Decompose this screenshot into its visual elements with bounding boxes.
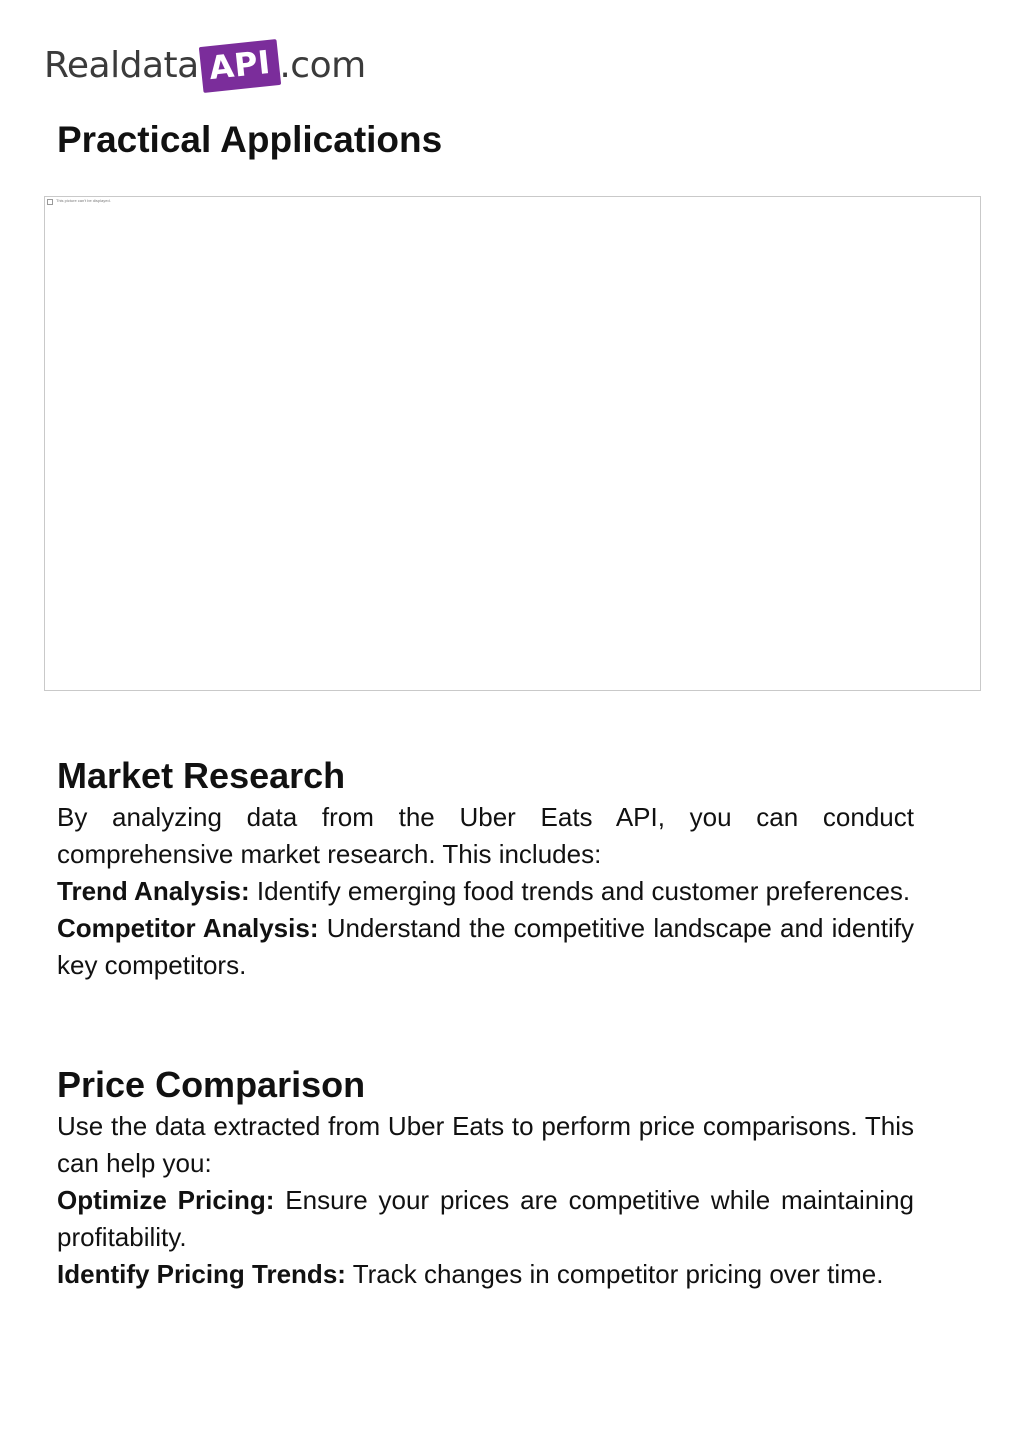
section-market-research — [57, 753, 914, 984]
realdataapi-logo — [44, 38, 366, 94]
bullet-point — [57, 1182, 914, 1256]
logo-prefix: Realdata — [44, 45, 199, 86]
bullet-point — [57, 1256, 914, 1293]
bullet-label: Trend Analysis: — [57, 876, 250, 906]
bullet-point — [57, 910, 914, 984]
section-intro: By analyzing data from the Uber Eats API, you can conduct comprehensive market research. This includes: — [57, 802, 914, 869]
bullet-label: Identify Pricing Trends: — [57, 1259, 346, 1289]
bullet-text: Track changes in competitor pricing over time. — [345, 1259, 884, 1289]
bullet-text: Understand the competitive landscape and identify key competitors. — [57, 913, 914, 980]
bullet-point — [57, 873, 914, 910]
section-price-comparison — [57, 1062, 914, 1293]
bullet-label: Competitor Analysis: — [57, 913, 319, 943]
section-heading: Market Research — [57, 755, 346, 796]
image-alt-text: This picture can't be displayed. — [56, 198, 111, 203]
bullet-label: Optimize Pricing: — [57, 1185, 275, 1215]
image-placeholder — [44, 196, 981, 691]
page-title: Practical Applications — [57, 119, 443, 160]
section-heading: Price Comparison — [57, 1064, 366, 1105]
broken-image-icon — [47, 199, 53, 205]
bullet-text: Identify emerging food trends and customer preferences. — [249, 876, 911, 906]
section-intro: Use the data extracted from Uber Eats to perform price comparisons. This can help you: — [57, 1111, 914, 1178]
logo-suffix: .com — [279, 45, 366, 86]
logo-api-badge: API — [199, 39, 281, 93]
bullet-text: Ensure your prices are competitive while maintaining profitability. — [57, 1185, 914, 1252]
